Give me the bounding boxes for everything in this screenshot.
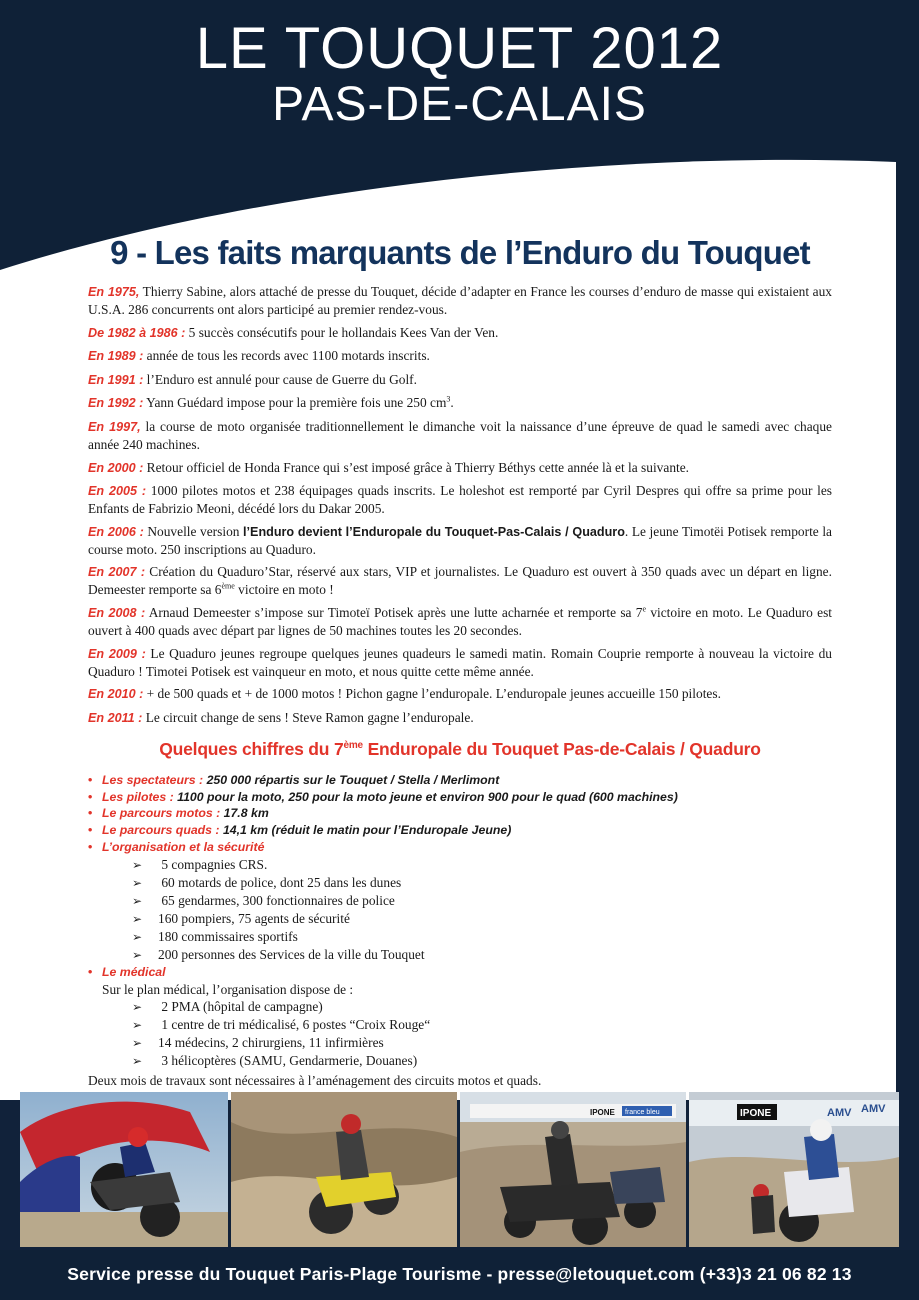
- arrow-icon: ➢: [132, 911, 143, 926]
- arrow-icon: ➢: [132, 875, 143, 890]
- bullet-icon: •: [88, 772, 93, 787]
- event-item: [88, 523, 832, 558]
- arrow-icon: ➢: [132, 999, 143, 1014]
- stat-item: [88, 805, 832, 822]
- stat-item-medical: [88, 964, 832, 1070]
- figures-title: [88, 739, 832, 760]
- bullet-icon: •: [88, 839, 93, 854]
- photo-rider-jump: [20, 1092, 228, 1247]
- figures-title-after: Enduropale du Touquet Pas-de-Calais / Quaduro: [362, 738, 761, 759]
- bullet-icon: •: [88, 823, 93, 838]
- event-text: Nouvelle version: [143, 523, 244, 539]
- arrow-icon: ➢: [132, 893, 143, 908]
- arrow-icon: ➢: [132, 947, 143, 962]
- event-text: + de 500 quads et + de 1000 motos ! Pichon gagne l’enduropale. L’enduropale jeunes accueille 150 pilotes.: [143, 686, 721, 702]
- event-superscript: e: [642, 604, 647, 614]
- arrow-icon: ➢: [132, 1053, 143, 1068]
- event-year: En 2000 :: [88, 460, 144, 475]
- event-text: Arnaud Demeester s’impose sur Timoteï Potisek après une lutte acharnée et remporte sa 7: [145, 604, 643, 620]
- event-year: En 2005 :: [88, 484, 147, 499]
- organisation-item-text: 5 compagnies CRS.: [158, 856, 268, 872]
- stat-item-organisation: [88, 839, 832, 964]
- event-year: En 2007 :: [88, 565, 146, 580]
- stat-value: 17.8 km: [223, 806, 269, 821]
- bullet-icon: •: [88, 806, 93, 821]
- stat-label: Le parcours motos :: [102, 806, 224, 821]
- photo-quads: [460, 1092, 686, 1247]
- figures-title-before: Quelques chiffres du 7: [159, 738, 344, 759]
- event-year: En 2009 :: [88, 646, 146, 661]
- event-year: En 1992 :: [88, 396, 144, 411]
- organisation-item: [132, 910, 832, 928]
- event-year: De 1982 à 1986 :: [88, 325, 186, 340]
- organisation-item: [132, 892, 832, 910]
- event-year: En 1997,: [88, 419, 141, 434]
- medical-item-text: 14 médecins, 2 chirurgiens, 11 infirmières: [158, 1034, 384, 1050]
- event-text: 1000 pilotes motos et 238 équipages quads inscrits. Le holeshot est remporté par Cyril Despres qui offre sa prime pour les Enfants de Fabrizio Meoni, décédé lors du Dakar 2005.: [88, 483, 832, 517]
- footer-band: [0, 1250, 919, 1300]
- event-item: [88, 563, 832, 598]
- stat-label: Les pilotes :: [102, 789, 178, 804]
- stat-label: Les spectateurs :: [102, 772, 207, 787]
- organisation-item-text: 60 motards de police, dont 25 dans les dunes: [158, 874, 402, 890]
- organisation-sublist: [102, 856, 832, 964]
- event-item: [88, 459, 832, 477]
- arrow-icon: ➢: [132, 857, 143, 872]
- event-year: En 2008 :: [88, 605, 146, 620]
- medical-item-text: 1 centre de tri médicalisé, 6 postes “Croix Rouge“: [158, 1016, 431, 1032]
- photo-rider-white: [689, 1092, 899, 1247]
- stat-item: [88, 772, 832, 789]
- page-title: 9 - Les faits marquants de l’Enduro du Touquet: [110, 234, 810, 271]
- organisation-item-text: 65 gendarmes, 300 fonctionnaires de police: [158, 892, 395, 908]
- main-content: [88, 232, 832, 1089]
- event-text-after: victoire en moto. Le Quaduro est ouvert à 400 quads avec départ par lignes de 50 machines toutes les 20 secondes.: [88, 604, 832, 638]
- event-text-after: victoire en moto !: [234, 582, 334, 598]
- stat-value: 250 000 répartis sur le Touquet / Stella / Merlimont: [206, 772, 500, 787]
- header-title-line2: PAS-DE-CALAIS: [272, 78, 647, 131]
- event-text: Le Quaduro jeunes regroupe quelques jeunes quadeurs le samedi matin. Romain Couprie remporte à nouveau la victoire du Quaduro ! Timotei Potisek est vainqueur en moto, et nous quitte cette même année.: [88, 645, 832, 679]
- event-text: Retour officiel de Honda France qui s’est imposé grâce à Thierry Béthys cette année là et la suivante.: [143, 459, 690, 475]
- photo-banner-ipone-2: IPONE: [740, 1108, 772, 1119]
- arrow-icon: ➢: [132, 1017, 143, 1032]
- photo-banner-ipone: IPONE: [590, 1108, 615, 1117]
- medical-item-text: 2 PMA (hôpital de campagne): [158, 998, 323, 1014]
- figures-list: [88, 772, 832, 1070]
- event-highlight: l’Enduro devient l’Enduropale du Touquet-Pas-Calais / Quaduro: [243, 524, 625, 539]
- stat-value: 14,1 km (réduit le matin pour l’Enduropale Jeune): [222, 823, 512, 838]
- bullet-icon: •: [88, 789, 93, 804]
- figures-title-sup: ème: [343, 739, 363, 751]
- event-text-after: .: [450, 395, 454, 411]
- medical-item: [132, 1034, 832, 1052]
- arrow-icon: ➢: [132, 929, 143, 944]
- photo-rider-sand: [231, 1092, 457, 1247]
- event-item: [88, 685, 832, 703]
- photo-banner-amv: AMV: [827, 1107, 852, 1119]
- organisation-item-text: 180 commissaires sportifs: [158, 928, 298, 944]
- stat-label: Le parcours quads :: [102, 823, 223, 838]
- event-item: [88, 283, 832, 318]
- event-text: Yann Guédard impose pour la première fois une 250 cm: [143, 395, 447, 411]
- medical-item: [132, 1052, 832, 1070]
- event-text: Thierry Sabine, alors attaché de presse du Touquet, décide d’adapter en France les courses d’enduro de masse qui existaient aux U.S.A. 286 concurrents ont alors participé au premier rendez-vous.: [88, 284, 832, 317]
- organisation-item-text: 160 pompiers, 75 agents de sécurité: [158, 910, 350, 926]
- medical-item: [132, 998, 832, 1016]
- event-item: [88, 645, 832, 680]
- event-item: [88, 482, 832, 517]
- event-text: l’Enduro est annulé pour cause de Guerre du Golf.: [143, 371, 417, 387]
- arrow-icon: ➢: [132, 1035, 143, 1050]
- event-item: [88, 347, 832, 365]
- event-year: En 1975,: [88, 285, 140, 299]
- medical-item: [132, 1016, 832, 1034]
- event-item: [88, 324, 832, 342]
- stat-label: L’organisation et la sécurité: [102, 839, 265, 854]
- event-year: En 2011 :: [88, 710, 143, 725]
- event-year: En 1991 :: [88, 372, 144, 387]
- medical-intro: Sur le plan médical, l’organisation dispose de :: [102, 981, 354, 997]
- photo-banner-france-bleu: france bleu: [625, 1109, 660, 1116]
- organisation-item: [132, 946, 832, 964]
- organisation-item: [132, 928, 832, 946]
- event-item: [88, 709, 832, 727]
- stat-label: Le médical: [102, 964, 166, 979]
- organisation-item-text: 200 personnes des Services de la ville du Touquet: [158, 946, 425, 962]
- event-superscript: ème: [221, 581, 235, 591]
- event-text-after: . Le jeune Timotëi Potisek remporte la course moto. 250 inscriptions au Quaduro.: [88, 523, 832, 557]
- event-superscript: 3: [446, 394, 451, 404]
- closing-text: Deux mois de travaux sont nécessaires à l’aménagement des circuits motos et quads.: [88, 1072, 542, 1088]
- bullet-icon: •: [88, 964, 93, 979]
- event-year: En 1989 :: [88, 349, 144, 364]
- event-item: [88, 371, 832, 389]
- organisation-item: [132, 856, 832, 874]
- medical-item-text: 3 hélicoptères (SAMU, Gendarmerie, Douanes): [158, 1052, 418, 1068]
- event-text: 5 succès consécutifs pour le hollandais Kees Van der Ven.: [185, 324, 499, 340]
- stat-item: [88, 789, 832, 806]
- event-year: En 2010 :: [88, 687, 144, 702]
- events-list: [88, 283, 832, 727]
- event-text: année de tous les records avec 1100 motards inscrits.: [143, 348, 430, 364]
- stat-value: 1100 pour la moto, 250 pour la moto jeune et environ 900 pour le quad (600 machines): [177, 789, 678, 804]
- stat-item: [88, 822, 832, 839]
- event-text: Création du Quaduro’Star, réservé aux stars, VIP et journalistes. Le Quaduro est ouvert à 350 quads avec un départ en ligne. Demeester remporte sa 6: [88, 564, 832, 598]
- event-text: la course de moto organisée traditionnellement le dimanche voit la naissance d’une épreuve de quad le samedi avec chaque année 240 machines.: [88, 418, 833, 452]
- photo-strip: [20, 1092, 899, 1247]
- event-item: [88, 394, 832, 412]
- header-title-line1: LE TOUQUET 2012: [195, 16, 724, 81]
- medical-sublist: [102, 998, 832, 1070]
- photo-banner-amv-2: AMV: [861, 1103, 886, 1115]
- event-text: Le circuit change de sens ! Steve Ramon gagne l’enduropale.: [142, 709, 474, 725]
- organisation-item: [132, 874, 832, 892]
- event-year: En 2006 :: [88, 524, 144, 539]
- event-item: [88, 418, 832, 453]
- footer-contact: Service presse du Touquet Paris-Plage Tourisme - presse@letouquet.com (+33)3 21 06 82 13: [67, 1264, 852, 1284]
- event-item: [88, 604, 832, 639]
